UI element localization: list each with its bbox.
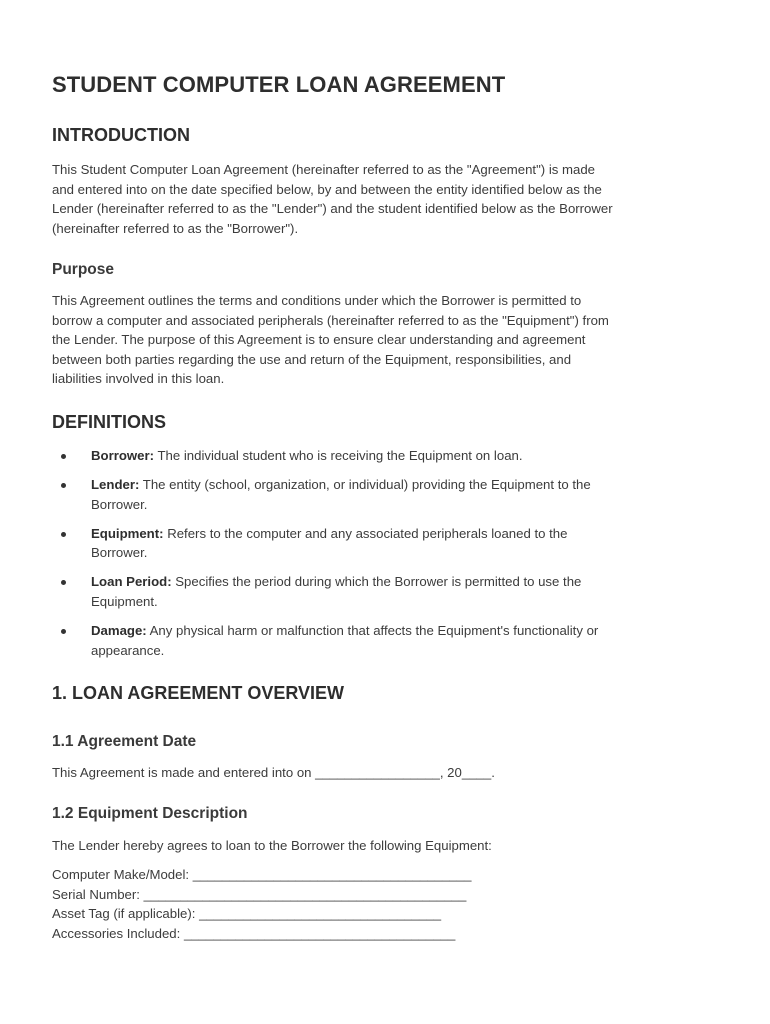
definition-text: Any physical harm or malfunction that affects the Equipment's functionality or bbox=[149, 623, 599, 639]
bullet-icon bbox=[61, 580, 66, 585]
definitions-heading: DEFINITIONS bbox=[52, 412, 167, 432]
agreement-date-paragraph bbox=[52, 763, 712, 783]
paragraph-line: the Lender. The purpose of this Agreement is to ensure clear understanding and agreement bbox=[52, 332, 586, 348]
serial-number-field: Serial Number: ____________________________________________ bbox=[52, 886, 467, 902]
introduction-heading: INTRODUCTION bbox=[52, 125, 190, 145]
agreement-date-text: This Agreement is made and entered into on _________________, 20____. bbox=[52, 765, 495, 780]
paragraph-line: This Student Computer Loan Agreement (hereinafter referred to as the "Agreement") is made bbox=[52, 162, 596, 177]
bullet-icon bbox=[61, 629, 66, 634]
definition-text: Specifies the period during which the Borrower is permitted to use the bbox=[175, 574, 582, 590]
introduction-paragraph bbox=[52, 160, 712, 238]
purpose-paragraph bbox=[52, 291, 712, 389]
definition-term: Borrower: bbox=[91, 448, 155, 463]
definition-text: Borrower. bbox=[91, 545, 148, 561]
section-1-heading: 1. LOAN AGREEMENT OVERVIEW bbox=[52, 683, 345, 703]
definition-text: Refers to the computer and any associated peripherals loaned to the bbox=[167, 525, 568, 541]
bullet-icon bbox=[61, 483, 66, 488]
definition-item-loan-period bbox=[52, 572, 712, 611]
paragraph-line: borrow a computer and associated peripherals (hereinafter referred to as the "Equipment") from bbox=[52, 312, 609, 328]
agreement-date-heading: 1.1 Agreement Date bbox=[52, 733, 197, 750]
definition-term: Equipment: bbox=[91, 525, 164, 541]
definition-text: The individual student who is receiving the Equipment on loan. bbox=[157, 448, 523, 463]
definition-term: Loan Period: bbox=[91, 574, 172, 590]
bullet-icon bbox=[61, 454, 66, 459]
definitions-list bbox=[52, 446, 712, 670]
equipment-intro-paragraph bbox=[52, 836, 712, 856]
definition-item-borrower bbox=[52, 446, 712, 466]
document-title: STUDENT COMPUTER LOAN AGREEMENT bbox=[52, 72, 506, 97]
computer-make-model-field: Computer Make/Model: ______________________________________ bbox=[52, 867, 472, 882]
bullet-icon bbox=[61, 532, 66, 537]
definition-item-equipment bbox=[52, 524, 712, 563]
purpose-heading: Purpose bbox=[52, 261, 115, 278]
equipment-intro-text: The Lender hereby agrees to loan to the Borrower the following Equipment: bbox=[52, 838, 492, 853]
definition-term: Damage: bbox=[91, 623, 147, 639]
definition-text: Borrower. bbox=[91, 496, 148, 512]
definition-item-lender bbox=[52, 475, 712, 514]
asset-tag-field: Asset Tag (if applicable): _________________________________ bbox=[52, 906, 442, 922]
definition-term: Lender: bbox=[91, 477, 140, 493]
definition-item-damage bbox=[52, 621, 712, 660]
definition-text: The entity (school, organization, or individual) providing the Equipment to the bbox=[142, 477, 591, 493]
definition-text: Equipment. bbox=[91, 594, 158, 610]
paragraph-line: Lender (hereinafter referred to as the "Lender") and the student identified below as the Borrower bbox=[52, 201, 613, 217]
equipment-description-heading: 1.2 Equipment Description bbox=[52, 805, 248, 822]
paragraph-line: This Agreement outlines the terms and conditions under which the Borrower is permitted to bbox=[52, 293, 582, 308]
paragraph-line: between both parties regarding the use and return of the Equipment, responsibilities, and bbox=[52, 351, 572, 367]
definition-text: appearance. bbox=[91, 642, 165, 658]
paragraph-line: liabilities involved in this loan. bbox=[52, 371, 225, 387]
paragraph-line: and entered into on the date specified below, by and between the entity identified below as the bbox=[52, 181, 602, 197]
equipment-fields bbox=[52, 865, 712, 943]
accessories-included-field: Accessories Included: _____________________________________ bbox=[52, 925, 456, 941]
paragraph-line: (hereinafter referred to as the "Borrower"). bbox=[52, 220, 299, 236]
